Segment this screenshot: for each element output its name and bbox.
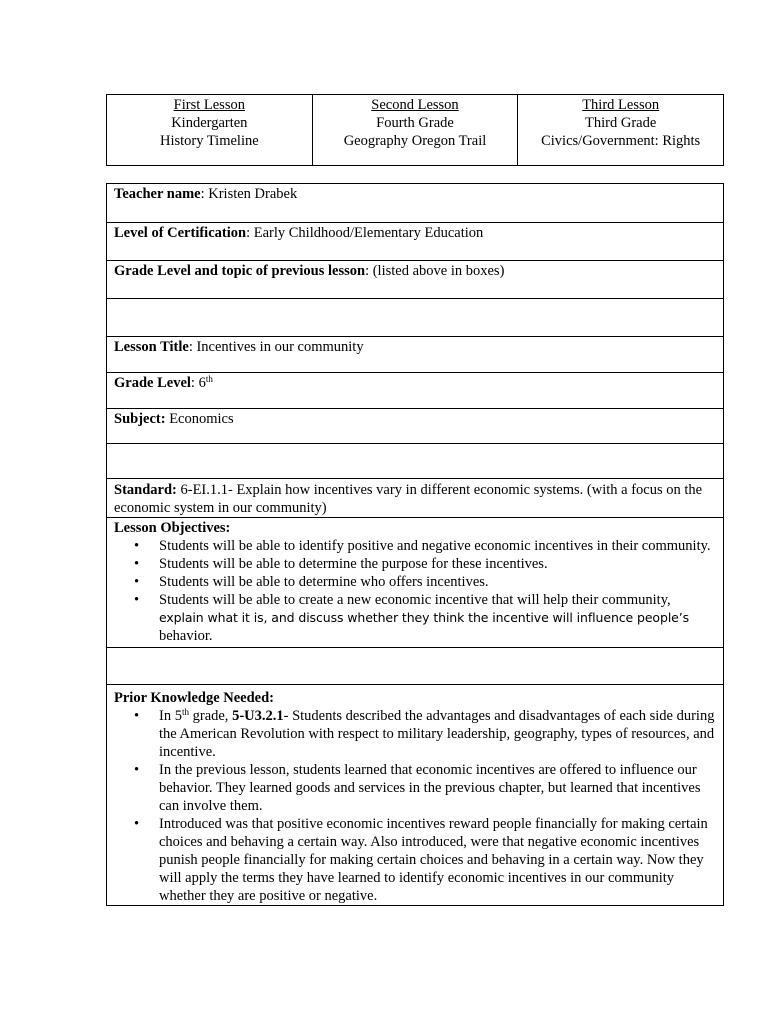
- lesson-heading: Third Lesson: [582, 97, 660, 113]
- grade-level-label: Grade Level: [114, 375, 191, 391]
- objectives-list: [114, 537, 716, 645]
- blank-row: [107, 444, 724, 479]
- prior-knowledge-list: [114, 707, 716, 905]
- lesson-grade: Kindergarten: [171, 115, 248, 131]
- teacher-label: Teacher name: [114, 186, 201, 202]
- standard-value: 6-EI.1.1- Explain how incentives vary in different economic systems. (with a focus on the economic system in our community): [114, 482, 703, 516]
- list-item: • Students will be able to create a new economic incentive that will help their community, explain what it is, and discuss whether they think the incentive will influence people’s behavior.: [134, 592, 690, 644]
- lesson-heading: Second Lesson: [371, 97, 459, 113]
- list-item: • In 5th grade, 5-U3.2.1- Students described the advantages and disadvantages of each side during the American Revolution with respect to military leadership, geography, types of resources, and incentive.: [134, 707, 715, 760]
- lesson-title-row: [107, 337, 724, 373]
- objective-end: behavior.: [159, 628, 213, 644]
- previous-lesson-label: Grade Level and topic of previous lesson: [114, 263, 366, 279]
- certification-value: : Early Childhood/Elementary Education: [246, 225, 484, 241]
- lesson-topic: Civics/Government: Rights: [541, 133, 701, 149]
- lesson-grade: Third Grade: [585, 115, 657, 131]
- lesson-heading: First Lesson: [173, 97, 245, 113]
- grade-level-row: [107, 373, 724, 409]
- lesson-cell-3: [518, 95, 724, 166]
- subject-value: Economics: [165, 411, 234, 427]
- previous-lesson-value: : (listed above in boxes): [365, 263, 505, 279]
- teacher-row: [107, 184, 724, 223]
- objectives-label: Lesson Objectives:: [114, 520, 231, 536]
- previous-lesson-row: [107, 261, 724, 299]
- list-item: • Introduced was that positive economic incentives reward people financially for making certain choices and behaving a certain way. Also introduced, were that negative economic incentives punish people financially for making certain choices and behaving in a certain way. Now they will apply the terms they have learned to identify economic incentives in our community whether they are positive or negative.: [134, 816, 708, 904]
- list-item: • Students will be able to determine who offers incentives.: [134, 574, 489, 590]
- lesson-plan-table: [106, 183, 724, 906]
- objective-continuation: explain what it is, and discuss whether they think the incentive will influence people’s: [159, 610, 690, 625]
- prior-standard-code: 5-U3.2.1: [232, 708, 284, 724]
- certification-row: [107, 223, 724, 261]
- lesson-grade: Fourth Grade: [376, 115, 454, 131]
- prior-knowledge-label: Prior Knowledge Needed:: [114, 690, 275, 706]
- subject-row: [107, 409, 724, 444]
- lesson-cell-2: [312, 95, 518, 166]
- lesson-title-label: Lesson Title: [114, 339, 189, 355]
- grade-level-value: : 6: [190, 375, 206, 391]
- subject-label: Subject:: [114, 411, 166, 427]
- standard-row: [107, 479, 724, 518]
- list-item: • Students will be able to identify positive and negative economic incentives in their community.: [134, 538, 711, 554]
- lesson-title-value: : Incentives in our community: [188, 339, 364, 355]
- lesson-topic: History Timeline: [159, 133, 259, 149]
- prior-knowledge-row: [107, 685, 724, 906]
- previous-lessons-table: [106, 94, 724, 166]
- teacher-value: : Kristen Drabek: [200, 186, 298, 202]
- certification-label: Level of Certification: [114, 225, 247, 241]
- objectives-row: [107, 518, 724, 648]
- list-item: • Students will be able to determine the purpose for these incentives.: [134, 556, 548, 572]
- list-item: • In the previous lesson, students learned that economic incentives are offered to influence our behavior. They learned goods and services in the previous chapter, but learned that incentives can involve them.: [134, 762, 701, 814]
- blank-row: [107, 648, 724, 685]
- lesson-cell-1: [107, 95, 313, 166]
- blank-row: [107, 299, 724, 337]
- grade-level-suffix: th: [205, 374, 213, 384]
- standard-label: Standard:: [114, 482, 177, 498]
- lesson-topic: Geography Oregon Trail: [343, 133, 487, 149]
